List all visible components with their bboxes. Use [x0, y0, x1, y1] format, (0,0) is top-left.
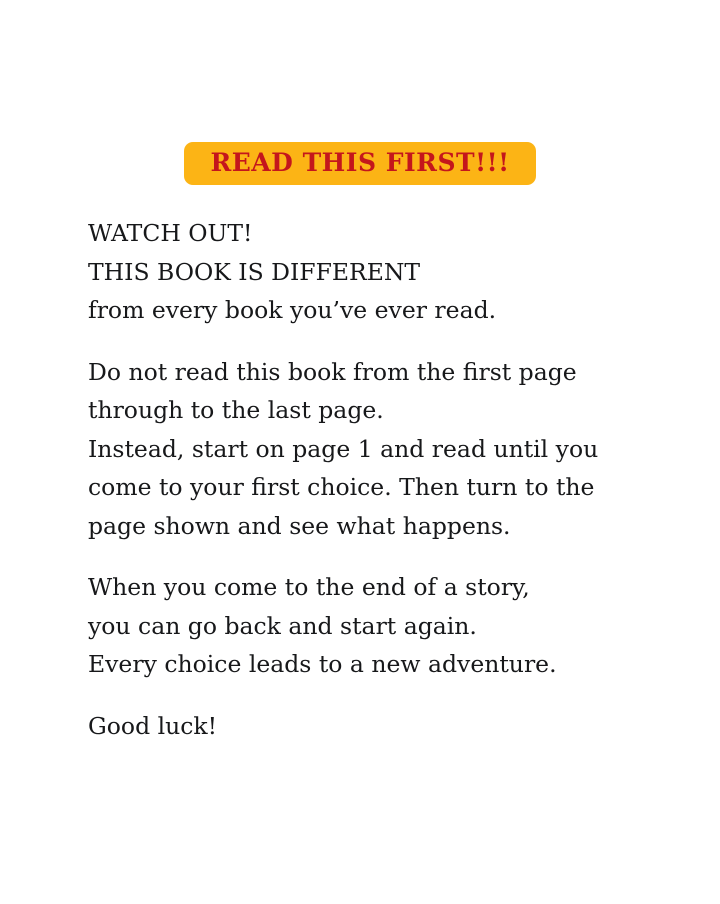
text-line: you can go back and start again.: [88, 611, 477, 640]
paragraph-watch-out: [88, 214, 648, 330]
paragraph-end-of-story: [88, 568, 648, 684]
text-line: Good luck!: [88, 711, 218, 740]
text-line: page shown and see what happens.: [88, 511, 511, 540]
read-this-first-banner: READ THIS FIRST!!!: [184, 142, 535, 185]
text-line: come to your first choice. Then turn to the: [88, 473, 595, 501]
text-line: through to the last page.: [88, 396, 384, 424]
paragraph-instructions: [88, 353, 648, 546]
text-line: THIS BOOK IS DIFFERENT: [88, 257, 421, 286]
text-line: from every book you’ve ever read.: [88, 296, 497, 324]
text-line: When you come to the end of a story,: [88, 573, 530, 601]
text-line: Do not read this book from the first page: [88, 357, 577, 386]
text-line: Every choice leads to a new adventure.: [88, 650, 557, 678]
body-text: [88, 214, 648, 745]
text-line: WATCH OUT!: [88, 219, 253, 247]
text-line: Instead, start on page 1 and read until you: [88, 434, 599, 463]
banner-container: [0, 142, 720, 185]
paragraph-good-luck: [88, 707, 648, 746]
